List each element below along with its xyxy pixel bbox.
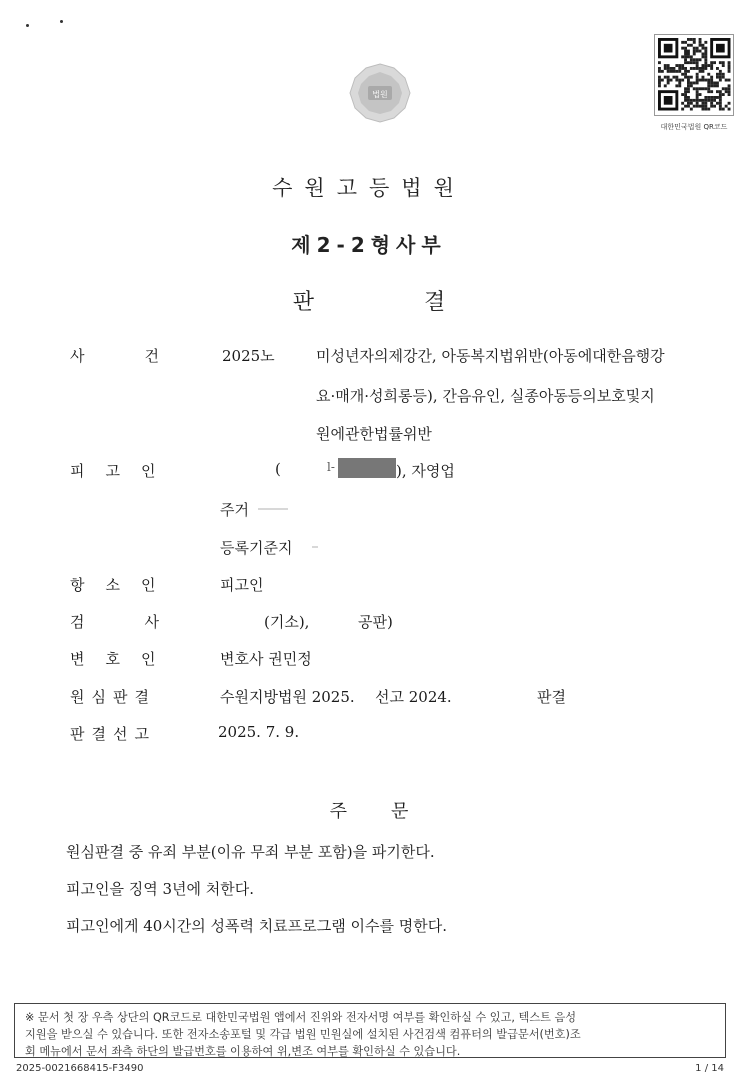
document-type	[0, 285, 738, 316]
order-heading-text: 주문	[329, 801, 453, 822]
prosecutor-label: 검사	[70, 613, 219, 631]
case-label: 사건	[70, 347, 219, 365]
original-judgment-sentence: 선고 2024.	[375, 688, 452, 706]
counsel-label: 변호인	[70, 650, 177, 668]
redacted-domicile	[312, 546, 318, 548]
svg-text:법원: 법원	[372, 90, 388, 99]
notice-line-2: 지원을 받으실 수 있습니다. 또한 전자소송포털 및 각급 법원 민원실에 설치된 사건검색 컴퓨터의 발급문서(번호)조	[25, 1028, 581, 1041]
address-label: 주거	[220, 501, 249, 519]
defendant-paren-open: (	[275, 460, 281, 478]
redacted-address	[258, 508, 288, 510]
defendant-id-fragment: l-	[327, 460, 335, 474]
document-type-text: 판 결	[292, 290, 446, 315]
qr-code[interactable]	[654, 34, 734, 116]
original-judgment-suffix: 판결	[537, 688, 566, 706]
appellant-label: 항소인	[70, 576, 177, 594]
original-judgment-label: 원심판결	[70, 688, 156, 706]
notice-line-3: 회 메뉴에서 문서 좌측 하단의 발급번호를 이용하여 위,변조 여부를 확인하실 수 있습니다.	[25, 1045, 461, 1058]
order-line-2: 피고인을 징역 3년에 처한다.	[66, 880, 255, 898]
defendant-occupation: ), 자영업	[396, 462, 455, 480]
redacted-id-number	[338, 458, 396, 478]
qr-code-icon	[655, 35, 733, 115]
prosecutor-trial: 공판)	[358, 613, 393, 631]
case-names-line2: 요·매개·성희롱등), 간음유인, 실종아동등의보호및지	[316, 387, 655, 405]
case-names-line3: 원에관한법률위반	[316, 425, 432, 443]
court-name: 수원고등법원	[272, 176, 466, 200]
page-number: 1 / 14	[695, 1063, 724, 1074]
verification-notice	[14, 1003, 726, 1058]
order-heading	[0, 797, 738, 823]
order-line-1: 원심판결 중 유죄 부분(이유 무죄 부분 포함)을 파기한다.	[66, 843, 435, 861]
qr-caption: 대한민국법원 QR코드	[660, 123, 728, 131]
notice-line-1: ※ 문서 첫 장 우측 상단의 QR코드로 대한민국법원 앱에서 진위와 전자서명 여부를 확인하실 수 있고, 텍스트 음성	[25, 1011, 577, 1024]
case-number: 2025노	[222, 347, 275, 365]
case-names-line1: 미성년자의제강간, 아동복지법위반(아동에대한음행강	[316, 347, 665, 365]
original-judgment-court: 수원지방법원 2025.	[220, 688, 355, 706]
counsel-value: 변호사 권민정	[220, 650, 312, 668]
registered-domicile-label: 등록기준지	[220, 539, 293, 557]
scan-mark-left	[26, 24, 29, 27]
prosecutor-indictment: (기소),	[264, 613, 310, 631]
defendant-label: 피고인	[70, 462, 177, 480]
issue-number: 2025-0021668415-F3490	[16, 1063, 144, 1074]
appellant-value: 피고인	[220, 576, 264, 594]
sentence-date-value: 2025. 7. 9.	[218, 723, 300, 741]
division-name: 제2-2형사부	[291, 233, 447, 257]
sentence-date-label: 판결선고	[70, 725, 156, 743]
court-seal-icon	[348, 62, 412, 124]
scan-mark-mid	[60, 20, 63, 23]
order-line-3: 피고인에게 40시간의 성폭력 치료프로그램 이수를 명한다.	[66, 917, 447, 935]
